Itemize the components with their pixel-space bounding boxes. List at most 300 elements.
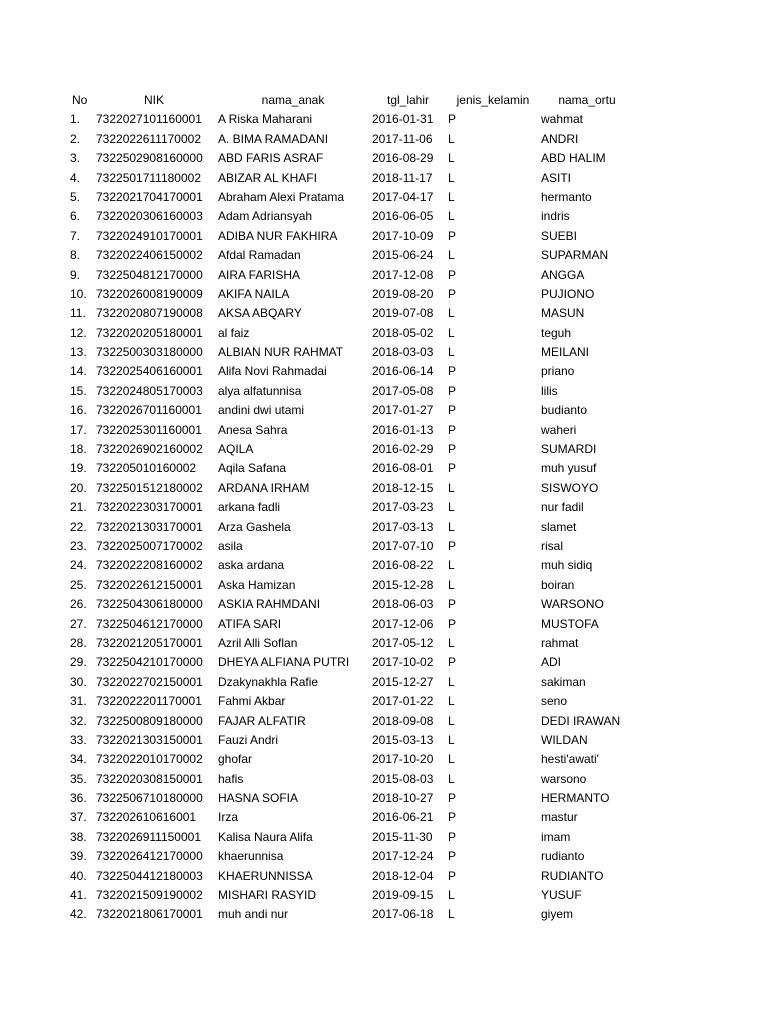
cell-nik: 7322024805170003 [96, 383, 203, 398]
table-row [0, 789, 768, 808]
cell-nama-ortu: SUEBI [541, 228, 578, 243]
cell-nama-ortu: budianto [541, 403, 588, 418]
cell-tgl-lahir: 2019-08-20 [372, 286, 434, 301]
cell-nama-ortu: DEDI IRAWAN [541, 713, 621, 728]
cell-no: 42. [70, 907, 87, 922]
cell-nama-ortu: SISWOYO [541, 480, 599, 495]
cell-nik: 7322026701160001 [96, 403, 202, 418]
table-row [0, 595, 768, 614]
cell-nama-ortu: muh yusuf [541, 461, 597, 476]
cell-tgl-lahir: 2017-12-06 [372, 616, 434, 631]
cell-no: 7. [70, 228, 81, 243]
cell-nik: 7322501512180002 [96, 480, 203, 495]
cell-nik: 7322027101160001 [96, 112, 202, 127]
cell-no: 31. [70, 694, 87, 709]
table-row [0, 130, 768, 149]
cell-nama-anak: A Riska Maharani [218, 112, 313, 127]
cell-no: 34. [70, 752, 87, 767]
cell-nama-anak: Fauzi Andri [218, 732, 279, 747]
table-body [0, 110, 768, 924]
table-row [0, 653, 768, 672]
cell-no: 9. [70, 267, 81, 282]
cell-nik: 7322022612150001 [96, 577, 203, 592]
cell-nama-ortu: nur fadil [541, 500, 584, 515]
cell-nik: 7322500303180000 [96, 345, 203, 360]
cell-no: 37. [70, 810, 87, 825]
cell-jenis-kelamin: P [448, 422, 457, 437]
cell-nama-ortu: mastur [541, 810, 578, 825]
cell-nik: 7322504306180000 [96, 597, 203, 612]
cell-nama-ortu: MEILANI [541, 345, 590, 360]
cell-no: 41. [70, 888, 87, 903]
header-no: No [72, 93, 88, 107]
cell-tgl-lahir: 2016-01-13 [372, 422, 434, 437]
cell-nik: 7322022406150002 [96, 248, 203, 263]
cell-no: 29. [70, 655, 87, 670]
cell-nik: 7322021806170001 [96, 907, 203, 922]
cell-nama-anak: FAJAR ALFATIR [218, 713, 306, 728]
cell-no: 16. [70, 403, 87, 418]
cell-no: 21. [70, 500, 87, 515]
table-row [0, 750, 768, 769]
cell-nama-ortu: rudianto [541, 849, 585, 864]
cell-nama-anak: ASKIA RAHMDANI [218, 597, 321, 612]
cell-nama-anak: Aska Hamizan [218, 577, 296, 592]
table-row [0, 634, 768, 653]
cell-jenis-kelamin: P [448, 364, 457, 379]
cell-nik: 7322026911150001 [96, 829, 201, 844]
cell-jenis-kelamin: L [448, 151, 455, 166]
cell-tgl-lahir: 2018-11-17 [372, 170, 433, 185]
cell-nama-ortu: SUPARMAN [541, 248, 609, 263]
cell-jenis-kelamin: P [448, 286, 457, 301]
cell-tgl-lahir: 2016-08-22 [372, 558, 434, 573]
cell-nik: 7322504812170000 [96, 267, 203, 282]
cell-nama-anak: KHAERUNNISSA [218, 868, 313, 883]
cell-nama-ortu: slamet [541, 519, 577, 534]
cell-no: 20. [70, 480, 87, 495]
cell-tgl-lahir: 2019-07-08 [372, 306, 434, 321]
cell-tgl-lahir: 2017-05-12 [372, 635, 434, 650]
table-row [0, 712, 768, 731]
cell-no: 4. [70, 170, 81, 185]
cell-jenis-kelamin: P [448, 267, 457, 282]
table-row [0, 382, 768, 401]
table-row [0, 149, 768, 168]
table-row [0, 304, 768, 323]
cell-tgl-lahir: 2017-03-13 [372, 519, 434, 534]
cell-nik: 732202610616001 [96, 810, 197, 825]
cell-no: 14. [70, 364, 87, 379]
cell-no: 38. [70, 829, 87, 844]
cell-nama-anak: HASNA SOFIA [218, 791, 299, 806]
cell-jenis-kelamin: L [448, 306, 455, 321]
cell-tgl-lahir: 2016-01-31 [372, 112, 434, 127]
cell-nik: 7322502908160000 [96, 151, 203, 166]
cell-jenis-kelamin: P [448, 538, 457, 553]
cell-nama-ortu: wahmat [541, 112, 584, 127]
cell-nama-ortu: ANGGA [541, 267, 585, 282]
cell-nama-anak: alya alfatunnisa [218, 383, 302, 398]
cell-nama-ortu: ADI [541, 655, 562, 670]
cell-no: 39. [70, 849, 87, 864]
cell-jenis-kelamin: P [448, 868, 457, 883]
table-row [0, 905, 768, 924]
cell-nama-anak: DHEYA ALFIANA PUTRI [218, 655, 350, 670]
cell-tgl-lahir: 2017-03-23 [372, 500, 434, 515]
table-row [0, 673, 768, 692]
cell-jenis-kelamin: L [448, 500, 455, 515]
table-row [0, 808, 768, 827]
cell-jenis-kelamin: L [448, 635, 455, 650]
cell-no: 19. [70, 461, 87, 476]
cell-jenis-kelamin: L [448, 209, 455, 224]
cell-nama-anak: khaerunnisa [218, 849, 284, 864]
table-row [0, 169, 768, 188]
cell-nama-anak: Adam Adriansyah [218, 209, 313, 224]
cell-nama-anak: aska ardana [218, 558, 285, 573]
cell-nik: 7322501711180002 [96, 170, 201, 185]
cell-nik: 7322020308150001 [96, 771, 203, 786]
cell-nama-anak: Anesa Sahra [218, 422, 288, 437]
header-nama-ortu: nama_ortu [558, 93, 616, 107]
cell-nama-anak: asila [218, 538, 243, 553]
cell-nik: 7322021303150001 [96, 732, 203, 747]
cell-jenis-kelamin: L [448, 577, 455, 592]
table-row [0, 246, 768, 265]
cell-tgl-lahir: 2015-03-13 [372, 732, 434, 747]
cell-nik: 7322022702150001 [96, 674, 203, 689]
cell-jenis-kelamin: L [448, 694, 455, 709]
cell-nama-anak: AQILA [218, 442, 254, 457]
cell-nama-ortu: MASUN [541, 306, 585, 321]
cell-nik: 7322020205180001 [96, 325, 203, 340]
cell-tgl-lahir: 2018-09-08 [372, 713, 434, 728]
table-row [0, 401, 768, 420]
cell-nama-anak: al faiz [218, 325, 250, 340]
table-header [0, 91, 768, 110]
cell-no: 13. [70, 345, 87, 360]
cell-nama-anak: AKSA ABQARY [218, 306, 302, 321]
cell-nama-anak: ADIBA NUR FAKHIRA [218, 228, 338, 243]
table-row [0, 867, 768, 886]
cell-nama-anak: AIRA FARISHA [218, 267, 301, 282]
cell-nama-anak: Irza [218, 810, 239, 825]
table-row [0, 828, 768, 847]
cell-no: 10. [70, 286, 87, 301]
cell-nama-anak: ABD FARIS ASRAF [218, 151, 324, 166]
cell-no: 5. [70, 189, 81, 204]
cell-nama-anak: Afdal Ramadan [218, 248, 301, 263]
cell-jenis-kelamin: P [448, 829, 457, 844]
cell-jenis-kelamin: P [448, 597, 457, 612]
header-nik: NIK [143, 93, 164, 107]
cell-jenis-kelamin: P [448, 616, 457, 631]
cell-nama-anak: Azril Alli Soflan [218, 635, 298, 650]
header-tgl-lahir: tgl_lahir [386, 93, 430, 107]
cell-no: 36. [70, 791, 87, 806]
cell-no: 24. [70, 558, 87, 573]
cell-tgl-lahir: 2018-06-03 [372, 597, 434, 612]
cell-jenis-kelamin: L [448, 170, 455, 185]
cell-nama-anak: andini dwi utami [218, 403, 305, 418]
cell-nama-ortu: teguh [541, 325, 572, 340]
cell-nik: 7322500809180000 [96, 713, 203, 728]
table-row [0, 324, 768, 343]
cell-nama-ortu: RUDIANTO [541, 868, 604, 883]
cell-nama-anak: ATIFA SARI [218, 616, 282, 631]
cell-tgl-lahir: 2017-12-08 [372, 267, 434, 282]
cell-tgl-lahir: 2015-12-27 [372, 674, 434, 689]
table-row [0, 285, 768, 304]
table-row [0, 537, 768, 556]
cell-nama-ortu: giyem [541, 907, 574, 922]
cell-jenis-kelamin: L [448, 131, 455, 146]
cell-nama-ortu: PUJIONO [541, 286, 595, 301]
cell-nama-ortu: boiran [541, 577, 575, 592]
table-row [0, 207, 768, 226]
cell-jenis-kelamin: P [448, 403, 457, 418]
table-row [0, 731, 768, 750]
cell-tgl-lahir: 2018-05-02 [372, 325, 434, 340]
cell-tgl-lahir: 2017-12-24 [372, 849, 434, 864]
cell-tgl-lahir: 2018-12-15 [372, 480, 434, 495]
cell-nik: 7322022208160002 [96, 558, 203, 573]
cell-no: 12. [70, 325, 87, 340]
cell-nama-anak: arkana fadli [218, 500, 281, 515]
cell-nama-anak: Kalisa Naura Alifa [218, 829, 313, 844]
cell-nama-anak: A. BIMA RAMADANI [218, 131, 329, 146]
cell-nama-ortu: rahmat [541, 635, 579, 650]
cell-tgl-lahir: 2015-11-30 [372, 829, 433, 844]
cell-tgl-lahir: 2017-06-18 [372, 907, 434, 922]
cell-no: 3. [70, 151, 81, 166]
cell-tgl-lahir: 2015-06-24 [372, 248, 434, 263]
cell-no: 33. [70, 732, 87, 747]
cell-nama-anak: ghofar [218, 752, 253, 767]
cell-jenis-kelamin: P [448, 461, 457, 476]
cell-nik: 7322022010170002 [96, 752, 203, 767]
cell-tgl-lahir: 2017-10-20 [372, 752, 434, 767]
cell-no: 11. [70, 306, 86, 321]
cell-tgl-lahir: 2017-10-09 [372, 228, 434, 243]
cell-tgl-lahir: 2017-10-02 [372, 655, 434, 670]
cell-nama-anak: Aqila Safana [218, 461, 287, 476]
cell-no: 35. [70, 771, 87, 786]
cell-no: 23. [70, 538, 87, 553]
cell-nik: 732205010160002 [96, 461, 197, 476]
cell-jenis-kelamin: P [448, 112, 457, 127]
table-row [0, 227, 768, 246]
cell-nama-ortu: muh sidiq [541, 558, 593, 573]
table-row [0, 770, 768, 789]
cell-nama-anak: ALBIAN NUR RAHMAT [218, 345, 344, 360]
cell-tgl-lahir: 2016-06-14 [372, 364, 434, 379]
cell-nik: 7322021509190002 [96, 888, 203, 903]
cell-nik: 7322022303170001 [96, 500, 203, 515]
cell-tgl-lahir: 2017-01-22 [372, 694, 434, 709]
table-row [0, 266, 768, 285]
cell-nik: 7322504612170000 [96, 616, 203, 631]
cell-nama-ortu: hermanto [541, 189, 592, 204]
cell-nama-ortu: ANDRI [541, 131, 579, 146]
cell-jenis-kelamin: L [448, 189, 455, 204]
cell-tgl-lahir: 2018-12-04 [372, 868, 434, 883]
cell-nik: 7322026008190009 [96, 286, 203, 301]
cell-nama-ortu: imam [541, 829, 571, 844]
table-row [0, 343, 768, 362]
cell-nik: 7322026412170000 [96, 849, 203, 864]
cell-nama-ortu: risal [541, 538, 564, 553]
cell-no: 40. [70, 868, 87, 883]
cell-nik: 7322025007170002 [96, 538, 203, 553]
cell-tgl-lahir: 2017-04-17 [372, 189, 434, 204]
cell-tgl-lahir: 2016-08-29 [372, 151, 434, 166]
cell-jenis-kelamin: L [448, 345, 455, 360]
cell-no: 15. [70, 383, 87, 398]
cell-no: 2. [70, 131, 81, 146]
header-nama-anak: nama_anak [261, 93, 325, 107]
cell-nama-ortu: waheri [541, 422, 577, 437]
cell-jenis-kelamin: P [448, 655, 457, 670]
cell-tgl-lahir: 2016-02-29 [372, 442, 434, 457]
cell-jenis-kelamin: P [448, 442, 457, 457]
table-row [0, 576, 768, 595]
cell-nik: 7322021303170001 [96, 519, 203, 534]
cell-nama-anak: muh andi nur [218, 907, 289, 922]
cell-nik: 7322504412180003 [96, 868, 203, 883]
cell-nama-anak: Dzakynakhla Rafie [218, 674, 319, 689]
table-row [0, 615, 768, 634]
cell-no: 27. [70, 616, 87, 631]
cell-nama-ortu: ASITI [541, 170, 572, 185]
cell-nik: 7322020807190008 [96, 306, 203, 321]
cell-nama-ortu: WILDAN [541, 732, 588, 747]
cell-no: 18. [70, 442, 87, 457]
cell-nama-ortu: hesti'awati' [541, 752, 599, 767]
cell-nik: 7322026902160002 [96, 442, 203, 457]
cell-nama-anak: ARDANA IRHAM [218, 480, 310, 495]
cell-no: 28. [70, 635, 87, 650]
cell-jenis-kelamin: P [448, 810, 457, 825]
cell-nama-ortu: MUSTOFA [541, 616, 599, 631]
cell-jenis-kelamin: L [448, 248, 455, 263]
cell-no: 30. [70, 674, 87, 689]
cell-no: 6. [70, 209, 81, 224]
cell-tgl-lahir: 2015-12-28 [372, 577, 434, 592]
header-jenis-kelamin: jenis_kelamin [456, 93, 530, 107]
cell-jenis-kelamin: P [448, 791, 457, 806]
cell-jenis-kelamin: P [448, 228, 457, 243]
table-row [0, 498, 768, 517]
cell-no: 1. [70, 112, 81, 127]
cell-tgl-lahir: 2019-09-15 [372, 888, 434, 903]
table-row [0, 518, 768, 537]
table-row [0, 847, 768, 866]
cell-no: 25. [70, 577, 87, 592]
cell-jenis-kelamin: L [448, 519, 455, 534]
cell-nik: 7322024910170001 [96, 228, 203, 243]
cell-tgl-lahir: 2016-06-21 [372, 810, 434, 825]
cell-tgl-lahir: 2017-01-27 [372, 403, 434, 418]
table-row [0, 556, 768, 575]
cell-no: 8. [70, 248, 81, 263]
cell-jenis-kelamin: P [448, 383, 457, 398]
cell-nik: 7322025301160001 [96, 422, 202, 437]
cell-nik: 7322022611170002 [96, 131, 201, 146]
table-row [0, 110, 768, 129]
cell-nama-ortu: priano [541, 364, 575, 379]
cell-tgl-lahir: 2017-11-06 [372, 131, 433, 146]
cell-tgl-lahir: 2015-08-03 [372, 771, 434, 786]
table-row [0, 692, 768, 711]
cell-nama-ortu: ABD HALIM [541, 151, 606, 166]
cell-nama-anak: Fahmi Akbar [218, 694, 286, 709]
cell-jenis-kelamin: L [448, 674, 455, 689]
cell-nik: 7322022201170001 [96, 694, 202, 709]
cell-nama-ortu: warsono [541, 771, 587, 786]
cell-nama-ortu: SUMARDI [541, 442, 597, 457]
table-row [0, 459, 768, 478]
cell-jenis-kelamin: L [448, 325, 455, 340]
cell-tgl-lahir: 2018-03-03 [372, 345, 434, 360]
cell-jenis-kelamin: L [448, 771, 455, 786]
cell-nik: 7322506710180000 [96, 791, 203, 806]
cell-nik: 7322021205170001 [96, 635, 203, 650]
cell-nik: 7322020306160003 [96, 209, 203, 224]
cell-jenis-kelamin: L [448, 752, 455, 767]
cell-no: 32. [70, 713, 87, 728]
cell-nama-anak: Alifa Novi Rahmadai [218, 364, 327, 379]
cell-jenis-kelamin: L [448, 558, 455, 573]
cell-nama-anak: AKIFA NAILA [218, 286, 290, 301]
cell-nama-ortu: YUSUF [541, 888, 582, 903]
cell-nama-anak: Abraham Alexi Pratama [218, 189, 345, 204]
cell-jenis-kelamin: L [448, 480, 455, 495]
cell-jenis-kelamin: L [448, 713, 455, 728]
table-row [0, 188, 768, 207]
cell-no: 22. [70, 519, 87, 534]
cell-nama-ortu: WARSONO [541, 597, 604, 612]
cell-jenis-kelamin: L [448, 888, 455, 903]
cell-nik: 7322021704170001 [96, 189, 203, 204]
table-row [0, 440, 768, 459]
table-row [0, 362, 768, 381]
cell-nama-anak: MISHARI RASYID [218, 888, 317, 903]
data-table [0, 91, 768, 925]
cell-no: 17. [70, 422, 87, 437]
cell-nama-anak: Arza Gashela [218, 519, 291, 534]
cell-nama-ortu: seno [541, 694, 568, 709]
cell-nama-ortu: lilis [541, 383, 558, 398]
cell-nama-ortu: HERMANTO [541, 791, 610, 806]
cell-nik: 7322025406160001 [96, 364, 203, 379]
cell-nama-ortu: sakiman [541, 674, 586, 689]
cell-nama-ortu: indris [541, 209, 570, 224]
cell-jenis-kelamin: P [448, 849, 457, 864]
cell-no: 26. [70, 597, 87, 612]
cell-tgl-lahir: 2016-08-01 [372, 461, 434, 476]
cell-tgl-lahir: 2017-05-08 [372, 383, 434, 398]
cell-nama-anak: ABIZAR AL KHAFI [218, 170, 317, 185]
table-row [0, 421, 768, 440]
cell-nama-anak: hafis [218, 771, 244, 786]
cell-tgl-lahir: 2017-07-10 [372, 538, 434, 553]
cell-tgl-lahir: 2018-10-27 [372, 791, 434, 806]
cell-tgl-lahir: 2016-06-05 [372, 209, 434, 224]
cell-jenis-kelamin: L [448, 907, 455, 922]
cell-nik: 7322504210170000 [96, 655, 203, 670]
